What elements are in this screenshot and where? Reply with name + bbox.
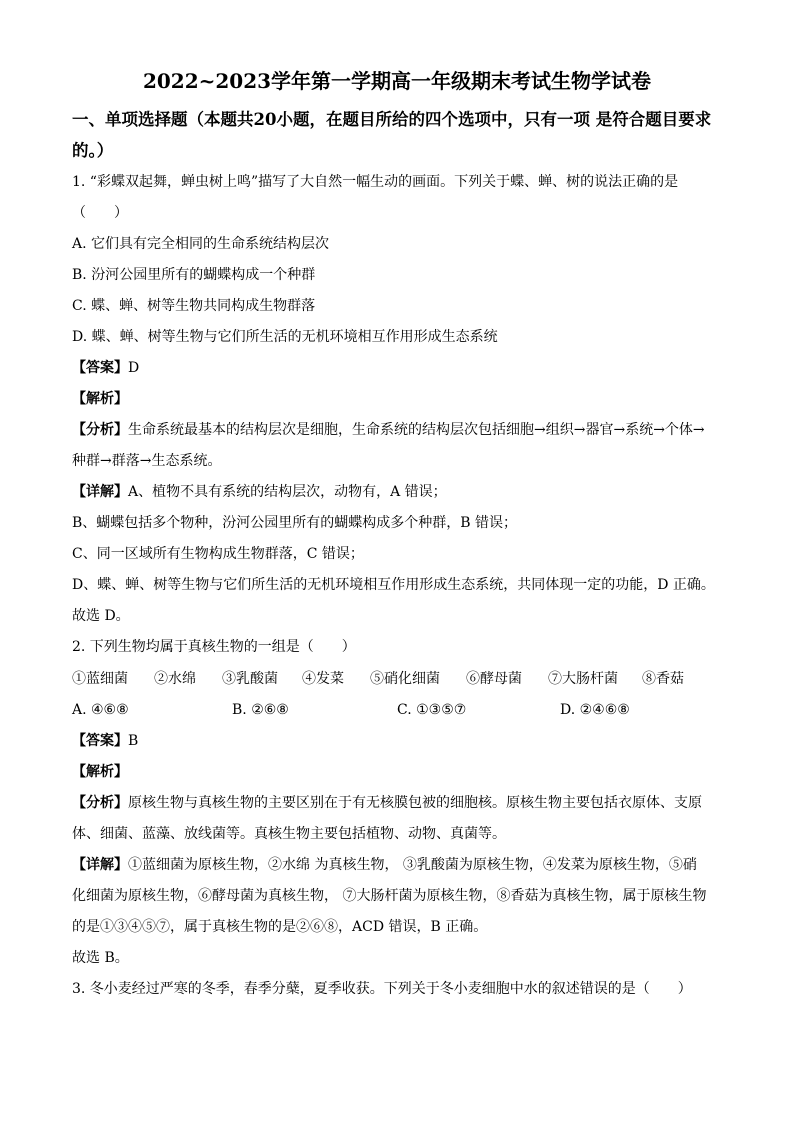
q2-conclusion: 故选 B。	[72, 950, 129, 966]
q1-option-a: A. 它们具有完全相同的生命系统结构层次	[72, 236, 330, 252]
q2-option-b: B. ②⑥⑧	[232, 702, 289, 718]
q3-stem: 3. 冬小麦经过严寒的冬季，春季分蘖，夏季收获。下列关于冬小麦细胞中水的叙述错误的是（ ）	[72, 981, 692, 997]
fenxi-tag: 【分析】	[72, 795, 128, 811]
q1-answer	[72, 358, 732, 378]
xiangjie-tag: 【详解】	[72, 857, 128, 873]
q1-detail-d: D、蝶、蝉、树等生物与它们所生活的无机环境相互作用形成生态系统，共同体现一定的功能，D 正确。	[72, 577, 715, 593]
fenxi-tag: 【分析】	[72, 422, 128, 438]
analysis-tag: 【解析】	[72, 391, 128, 407]
q1-fenxi: 【分析】生命系统最基本的结构层次是细胞，生命系统的结构层次包括细胞→组织→器官→系统→个体→	[72, 422, 705, 438]
q1-option-b: B. 汾河公园里所有的蝴蝶构成一个种群	[72, 267, 316, 283]
q2-organism-8: ⑧香菇	[642, 671, 684, 687]
answer-tag: 【答案】	[72, 360, 128, 376]
q1-detail-b: B、蝴蝶包括多个物种，汾河公园里所有的蝴蝶构成多个种群，B 错误；	[72, 515, 518, 531]
q2-xiangjie	[72, 855, 732, 875]
q2-organism-4: ④发菜	[302, 671, 344, 687]
q1-fenxi-cont: 种群→群落→生态系统。	[72, 453, 222, 469]
q2-organism-3: ③乳酸菌	[222, 671, 278, 687]
q2-answer	[72, 731, 732, 751]
q2-xiangjie-1: ①蓝细菌为原核生物，②水绵 为真核生物， ③乳酸菌为原核生物，④发菜为原核生物，⑤硝	[128, 857, 697, 873]
q1-analysis-tag	[72, 389, 732, 409]
section-heading: 一、单项选择题（本题共20小题，在题目所给的四个选项中，只有一项 是符合题目要求的。）	[72, 110, 712, 160]
q1-option-c: C. 蝶、蝉、树等生物共同构成生物群落	[72, 298, 316, 314]
q2-analysis-tag	[72, 762, 732, 782]
analysis-tag: 【解析】	[72, 764, 128, 780]
q1-detail-a: A、植物不具有系统的结构层次，动物有，A 错误；	[128, 484, 447, 500]
q2-fenxi-1: 原核生物与真核生物的主要区别在于有无核膜包被的细胞核。原核生物主要包括衣原体、支原	[128, 795, 702, 811]
q2-organism-7: ⑦大肠杆菌	[548, 671, 618, 687]
q2-xiangjie-2: 化细菌为原核生物，⑥酵母菌为真核生物， ⑦大肠杆菌为原核生物，⑧香菇为真核生物，属于原核生物	[72, 888, 707, 904]
q1-conclusion: 故选 D。	[72, 608, 130, 624]
q1-detail-c: C、同一区域所有生物构成生物群落，C 错误；	[72, 546, 364, 562]
q2-fenxi-2: 体、细菌、蓝藻、放线菌等。真核生物主要包括植物、动物、真菌等。	[72, 826, 506, 842]
q2-organism-1: ①蓝细菌	[72, 671, 128, 687]
q2-option-d: D. ②④⑥⑧	[560, 702, 630, 718]
xiangjie-tag: 【详解】	[72, 484, 128, 500]
q2-option-a: A. ④⑥⑧	[72, 702, 129, 718]
answer-value: B	[128, 733, 139, 749]
q2-stem: 2. 下列生物均属于真核生物的一组是（ ）	[72, 639, 356, 655]
q1-xiangjie-a	[72, 482, 732, 502]
q1-paren: （ ）	[72, 205, 128, 221]
answer-value: D	[128, 360, 140, 376]
q2-option-c: C. ①③⑤⑦	[397, 702, 467, 718]
q2-xiangjie-3: 的是①③④⑤⑦，属于真核生物的是②⑥⑧，ACD 错误，B 正确。	[72, 919, 488, 935]
q1-stem: 1. “彩蝶双起舞，蝉虫树上鸣”描写了大自然一幅生动的画面。下列关于蝶、蝉、树的说法正确的是	[72, 174, 679, 190]
q2-organism-6: ⑥酵母菌	[466, 671, 522, 687]
answer-tag: 【答案】	[72, 733, 128, 749]
page-title: 2022~2023学年第一学期高一年级期末考试生物学试卷	[142, 69, 652, 93]
q1-option-d: D. 蝶、蝉、树等生物与它们所生活的无机环境相互作用形成生态系统	[72, 329, 498, 345]
q2-organism-5: ⑤硝化细菌	[370, 671, 440, 687]
q2-organism-2: ②水绵	[154, 671, 196, 687]
q2-fenxi	[72, 793, 732, 813]
